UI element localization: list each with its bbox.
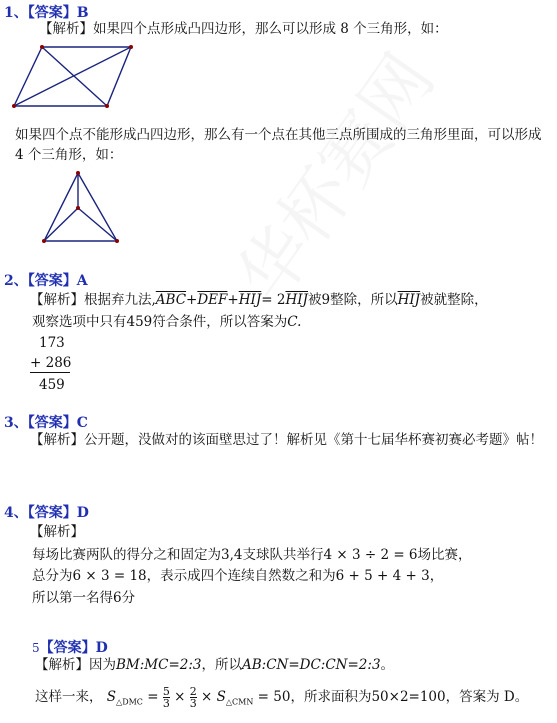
analysis-text: ， (429, 568, 444, 584)
convex-quadrilateral-figure (10, 40, 135, 110)
question-number: 2、 (4, 273, 28, 289)
question-number: 3、 (4, 415, 28, 431)
ratio: AB:CN=DC:CN=2:3 (241, 657, 381, 673)
analysis-text: 因为 (89, 657, 116, 673)
equals-sign: = 2 (261, 292, 286, 308)
question-number: 4、 (4, 505, 28, 521)
answer-label: 【答案】 (27, 273, 77, 289)
analysis-text: ，答案为 D。 (445, 689, 529, 705)
q1-analysis-line3: 4 个三角形，如： (15, 147, 123, 163)
question-3 (4, 412, 88, 432)
analysis-label: 【解析】 (30, 432, 84, 448)
analysis-label: 【解析】 (30, 292, 84, 308)
q1-analysis-line2: 如果四个点不能形成凸四边形，那么有一个点在其他三点所围成的三角形里面，可以形成 (15, 127, 542, 143)
answer-value: B (76, 5, 89, 21)
analysis-text: 公开题，没做对的该面壁思过了！解析见《第十七届华杯赛初赛必考题》帖！ (84, 432, 543, 448)
analysis-text: 场比赛， (417, 547, 472, 563)
area-symbol: S (216, 689, 226, 705)
triangle-with-inner-point-figure (40, 168, 125, 246)
answer-italic: C. (287, 314, 302, 330)
q4-analysis-line3: 所以第一名得6分 (32, 590, 136, 606)
answer-label: 【答案】 (27, 5, 77, 21)
q4-analysis-line2 (32, 568, 443, 584)
q5-analysis-line1 (35, 657, 394, 673)
equals-sign: = (147, 689, 159, 705)
q5-analysis-line2 (35, 684, 528, 716)
addend-1: 173 (39, 335, 65, 351)
addend-2: + 286 (30, 355, 72, 371)
analysis-text: 被9整除，所以 (307, 292, 398, 308)
answer-label: 【答案】 (27, 415, 77, 431)
analysis-text: 总分为 (32, 568, 73, 584)
formula: 6 × 3 = 18 (72, 568, 147, 584)
analysis-text: 根据弃九法, (84, 292, 156, 308)
denominator: 3 (189, 697, 197, 710)
analysis-text: 每场比赛两队的得分之和固定为3,4支球队共举行 (32, 547, 324, 563)
question-1 (4, 2, 89, 22)
formula: 4 × 3 ÷ 2 = 6 (323, 547, 418, 563)
times-sign: × (201, 689, 213, 705)
formula: 50×2=100 (371, 689, 446, 705)
plus-sign: + (227, 292, 239, 308)
overline-abc: $\overline{ABC}$ (155, 292, 187, 308)
equals-sign: = 50 (257, 689, 291, 705)
analysis-text: 如果四个点形成凸四边形，那么可以形成 8 个三角形，如： (93, 21, 448, 37)
plus-sign: + (186, 292, 198, 308)
overline-hij: $\overline{HIJ}$ (285, 292, 308, 308)
formula: 6 + 5 + 4 + 3 (335, 568, 430, 584)
ratio: BM:MC=2:3 (116, 657, 202, 673)
analysis-text: 这样一来， (35, 689, 103, 705)
analysis-label: 【解析】 (39, 21, 93, 37)
analysis-text: ，表示成四个连续自然数之和为 (146, 568, 336, 584)
question-number: 1、 (4, 5, 28, 21)
analysis-text: 观察选项中只有459符合条件，所以答案为 (32, 314, 288, 330)
denominator: 3 (162, 697, 170, 710)
answer-value: D (95, 640, 108, 656)
overline-hij: $\overline{HIJ}$ (397, 292, 421, 308)
analysis-text: ，所以 (201, 657, 242, 673)
overline-hij: $\overline{HIJ}$ (238, 292, 262, 308)
q2-analysis-line2 (32, 314, 301, 330)
numerator: 2 (189, 685, 197, 698)
answer-label: 【答案】 (39, 640, 96, 656)
area-subscript: △CMN (225, 697, 254, 707)
answer-label: 【答案】 (27, 505, 77, 521)
q4-analysis-label: 【解析】 (30, 524, 84, 540)
question-2 (4, 270, 88, 290)
fraction-2-3 (190, 686, 197, 709)
times-sign: × (174, 689, 186, 705)
q2-analysis-line1 (30, 292, 488, 308)
answer-value: D (76, 505, 89, 521)
q4-analysis-line1 (32, 547, 472, 563)
question-4 (4, 502, 89, 522)
area-subscript: △DMC (116, 697, 143, 707)
question-number: 5 (32, 641, 40, 655)
q3-analysis-line1 (30, 432, 543, 448)
numerator: 5 (162, 685, 170, 698)
analysis-text: ，所求面积为 (290, 689, 372, 705)
sum-divider (30, 372, 70, 373)
answer-value: C (76, 415, 88, 431)
area-symbol: S (106, 689, 117, 705)
watermark (210, 31, 453, 318)
question-5 (32, 637, 108, 657)
answer-value: A (76, 273, 88, 289)
fraction-5-3 (163, 686, 170, 709)
analysis-text: 。 (380, 657, 395, 673)
analysis-label: 【解析】 (35, 657, 89, 673)
overline-def: $\overline{DEF}$ (197, 292, 228, 308)
q1-analysis-line1 (39, 21, 448, 37)
analysis-text: 被就整除， (420, 292, 488, 308)
sum-result: 459 (39, 377, 65, 393)
